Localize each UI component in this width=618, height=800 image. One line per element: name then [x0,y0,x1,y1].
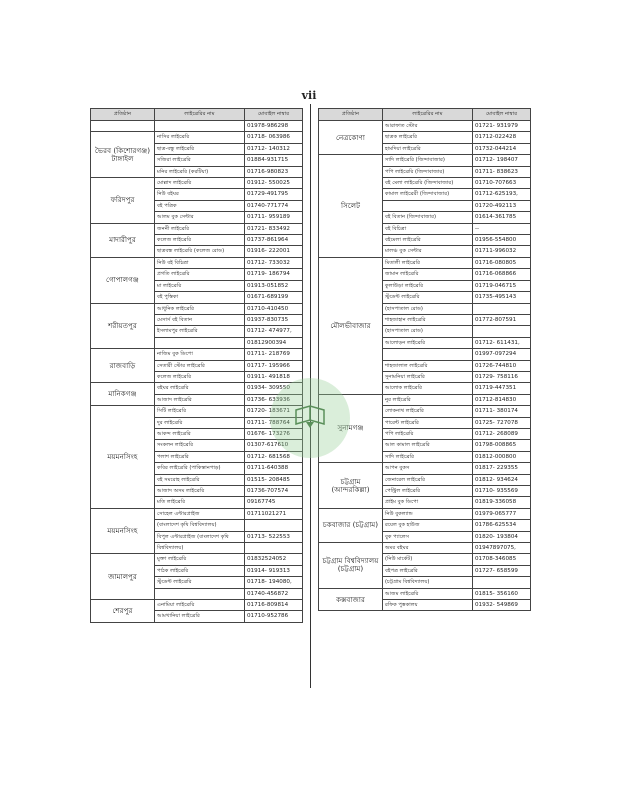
library-name-cell: পেন্ট্রিল লাইব্রেরি [383,486,473,497]
library-name-cell: মালঞ্চ বুক সেন্টার [383,246,473,257]
library-name-cell [155,337,245,348]
district-cell: মাদারীপুর [91,223,155,257]
mobile-number-cell: 01911- 491818 [245,371,303,382]
mobile-number-cell: 01716-068866 [473,269,531,280]
district-cell: ময়মনসিংহ [91,406,155,509]
header-mobile-number: মোবাইল নাম্বার [473,109,531,121]
mobile-number-cell: 01817- 229355 [473,463,531,474]
table-row [91,303,303,314]
mobile-number-cell [473,326,531,337]
table-header-row [91,109,303,121]
district-cell: কক্সবাজার [319,588,383,611]
district-cell: চট্টগ্রাম বিশ্ববিদ্যালয় (চট্টগ্রাম) [319,543,383,589]
library-name-cell: আলোড়ন লাইব্রেরি [383,337,473,348]
library-name-cell: বই মেলা লাইব্রেরি (জিন্দাবাজার) [383,178,473,189]
library-name-cell: আলোক লাইব্রেরি [383,383,473,394]
table-row [319,257,531,268]
library-name-cell: ছাত্রক লাইব্রেরি [383,132,473,143]
mobile-number-cell: 01979-065777 [473,508,531,519]
mobile-number-cell: 01726-744810 [473,360,531,371]
mobile-number-cell: -- [473,223,531,234]
district-cell: মানিকগঞ্জ [91,383,155,406]
library-name-cell [383,349,473,360]
header-district: প্রতিষ্ঠান [319,109,383,121]
library-name-cell: বইঘর লাইব্রেরি [155,383,245,394]
table-row [91,121,303,132]
library-name-cell: জেনারেল লাইব্রেরি [383,474,473,485]
library-name-cell: আজাদ অসম লাইব্রেরি [155,486,245,497]
library-name-cell: সাদি লাইব্রেরি [383,451,473,462]
mobile-number-cell: 01711- 959189 [245,212,303,223]
mobile-number-cell: 01798-008865 [473,440,531,451]
mobile-number-cell: 01736-707574 [245,486,303,497]
library-name-cell: সজিরা লাইব্রেরি [155,155,245,166]
mobile-number-cell: 01914- 919313 [245,565,303,576]
library-name-cell: জামান লাইব্রেরি [383,269,473,280]
table-row [91,178,303,189]
library-name-cell: মনির লাইব্রেরি (করটিয়া) [155,166,245,177]
district-cell [91,121,155,132]
mobile-number-cell: 01916- 222001 [245,246,303,257]
mobile-number-cell: 01740-771774 [245,200,303,211]
mobile-number-cell: 01713- 522553 [245,531,303,542]
district-cell: রাজবাড়ি [91,349,155,383]
library-name-cell: বইমেলা লাইব্রেরি [383,235,473,246]
library-name-cell: সিটি লাইব্রেরি [155,406,245,417]
library-name-cell: জননী লাইব্রেরি [155,223,245,234]
watermark-book-icon [292,398,328,434]
library-name-cell: নিউ বই বিচিত্রা [155,257,245,268]
library-name-cell: নাসির লাইব্রেরি [155,132,245,143]
library-name-cell: সোহেল এন্টারপ্রাইজ [155,508,245,519]
library-name-cell: বিশ্ববিদ্যালয়) [155,543,245,554]
library-name-cell: লোকনাথ লাইব্রেরি [383,406,473,417]
mobile-number-cell: 01884-931715 [245,155,303,166]
library-name-cell: কুলাউড়া লাইব্রেরি [383,280,473,291]
mobile-number-cell: 01712-022428 [473,132,531,143]
mobile-number-cell: 01732-044214 [473,143,531,154]
library-name-cell: মিতালী লাইব্রেরি [383,257,473,268]
library-name-cell: বই পুস্তিকা [155,292,245,303]
library-name-cell: মতি লাইব্রেরি [155,497,245,508]
library-name-cell: শাহজালাল লাইব্রেরি [383,360,473,371]
library-name-cell: ইসলামপুর লাইব্রেরি [155,326,245,337]
mobile-number-cell [473,303,531,314]
table-row [319,588,531,599]
mobile-number-cell: 01671-689199 [245,292,303,303]
mobile-number-cell: 01812-000800 [473,451,531,462]
table-row [91,223,303,234]
library-name-cell: অমর বইঘর [383,543,473,554]
library-name-cell: ছাত্রবন্ধ লাইব্রেরি (কলেজ রোড) [155,246,245,257]
library-name-cell: বিপুল এন্টারপ্রাইজ (বাংলাদেশ কৃষি [155,531,245,542]
library-name-cell: আজম লাইব্রেরি [383,588,473,599]
mobile-number-cell: 01710-707663 [473,178,531,189]
library-name-cell: আলম বুক সেন্টার [155,212,245,223]
library-name-cell: মেসার্স বই বিতান [155,314,245,325]
mobile-number-cell: 01740-456872 [245,588,303,599]
library-name-cell: শাহজাহান লাইব্রেরি [383,314,473,325]
library-name-cell: (চট্টগ্রাম বিশ্ববিদ্যালয়) [383,577,473,588]
table-row [91,508,303,519]
library-name-cell: বইপত্র লাইব্রেরি [383,565,473,576]
mobile-number-cell: 01729-491795 [245,189,303,200]
table-row [91,600,303,611]
library-name-cell: নিউ বইঘর [155,189,245,200]
mobile-number-cell: 01712- 198407 [473,155,531,166]
table-row [91,383,303,394]
district-cell: সিলেট [319,155,383,258]
mobile-number-cell: 01937-830735 [245,314,303,325]
district-cell: সুনামগঞ্জ [319,394,383,462]
header-mobile-number: মোবাইল নাম্বার [245,109,303,121]
library-name-cell: দুর লাইব্রেরি [155,417,245,428]
library-name-cell: আকন্দ লাইব্রেরি [155,428,245,439]
library-name-cell: পপি লাইব্রেরি (জিন্দাবাজার) [383,166,473,177]
library-name-cell [383,200,473,211]
mobile-number-cell [245,543,303,554]
mobile-number-cell: 01712- 474977, [245,326,303,337]
mobile-number-cell: 01712- 733032 [245,257,303,268]
mobile-number-cell: 01708-346085 [473,554,531,565]
district-cell: নেত্রকোণা [319,121,383,155]
library-name-cell: এনামিয়া লাইব্রেরি [155,600,245,611]
mobile-number-cell: 01711- 218769 [245,349,303,360]
library-name-cell [155,588,245,599]
library-name-cell: মা লাইব্রেরি [155,280,245,291]
library-name-cell: (হাসপাতাল রোড) [383,326,473,337]
mobile-number-cell [473,577,531,588]
mobile-number-cell: 01812900394 [245,337,303,348]
library-name-cell: কলেজ লাইব্রেরি [155,371,245,382]
mobile-number-cell: 01913-051852 [245,280,303,291]
library-name-cell: আধুনিক লাইব্রেরি [155,303,245,314]
mobile-number-cell: 01717- 195966 [245,360,303,371]
library-name-cell: পারেন্ট লাইব্রেরি [383,417,473,428]
library-name-cell: স্টুডেন্ট লাইব্রেরি [155,577,245,588]
library-name-cell: মোল্লাদ লাইব্রেরি [155,178,245,189]
library-name-cell: নিউ বুকল্যান্ড [383,508,473,519]
library-name-cell: বুক প্যালেস [383,531,473,542]
mobile-number-cell [245,520,303,531]
library-name-cell: (বাংলাদেশ কৃষি বিশ্ববিদ্যালয়) [155,520,245,531]
library-name-cell: আপন বুকস [383,463,473,474]
mobile-number-cell: 01812- 934624 [473,474,531,485]
mobile-number-cell: 01307-617610 [245,440,303,451]
mobile-number-cell: 01712-625193, [473,189,531,200]
mobile-number-cell: 01819-336058 [473,497,531,508]
library-name-cell: সাদি লাইব্রেরি (জিন্দাবাজার) [383,155,473,166]
mobile-number-cell: 01711- 380174 [473,406,531,417]
mobile-number-cell: 01716-980823 [245,166,303,177]
library-name-cell: বই পত্রিক [155,200,245,211]
library-name-cell: হামদিয়া লাইব্রেরি [383,143,473,154]
library-name-cell: আরাফাত স্টোর [383,121,473,132]
library-name-cell: পলাশ লাইব্রেরি [155,451,245,462]
mobile-number-cell: 01718- 194080, [245,577,303,588]
mobile-number-cell: 01772-807591 [473,314,531,325]
mobile-number-cell: 01711- 788764 [245,417,303,428]
district-cell: জামালপুর [91,554,155,600]
library-name-cell: আমখানিয়া লাইব্রেরি [155,611,245,622]
mobile-number-cell: 01712-814830 [473,394,531,405]
mobile-number-cell: 01711-996032 [473,246,531,257]
bookstore-table-right [318,108,531,611]
table-header-row [319,109,531,121]
header-library-name: লাইব্রেরির নাম [155,109,245,121]
mobile-number-cell: 01947897075, [473,543,531,554]
mobile-number-cell: 01712- 681568 [245,451,303,462]
mobile-number-cell: 01721- 931979 [473,121,531,132]
mobile-number-cell: 01712- 140312 [245,143,303,154]
library-name-cell: স্টুডেন্ট লাইব্রেরি [383,292,473,303]
district-cell: ভৈরব (কিশোরগঞ্জ) টাঙ্গাইল [91,132,155,178]
mobile-number-cell: 01710- 935569 [473,486,531,497]
mobile-number-cell: 01515- 208485 [245,474,303,485]
district-cell: শরীয়তপুর [91,303,155,349]
table-row [91,132,303,143]
library-name-cell: বই বিতান (জিন্দাবাজার) [383,212,473,223]
mobile-number-cell: 09167745 [245,497,303,508]
library-name-cell: সেতারী স্টোর লাইব্রেরি [155,360,245,371]
mobile-number-cell: 01719- 186794 [245,269,303,280]
table-row [319,394,531,405]
library-name-cell: কলেজ লাইব্রেরি [155,235,245,246]
table-row [319,155,531,166]
mobile-number-cell: 01997-097294 [473,349,531,360]
mobile-number-cell: 01932- 549869 [473,600,531,611]
library-name-cell: প্রগতি লাইব্রেরি [155,269,245,280]
district-cell: গোপালগঞ্জ [91,257,155,303]
library-name-cell: রফিক পুস্তকালয় [383,600,473,611]
library-name-cell: পাঠক লাইব্রেরি [155,565,245,576]
mobile-number-cell: 01729- 758116 [473,371,531,382]
mobile-number-cell: 01721- 833492 [245,223,303,234]
library-name-cell: পপি লাইব্রেরি [383,428,473,439]
mobile-number-cell: 01719-046715 [473,280,531,291]
library-name-cell: সংকলন লাইব্রেরি [155,440,245,451]
mobile-number-cell: 01716-809814 [245,600,303,611]
library-name-cell: (নিউ মার্কেট) [383,554,473,565]
mobile-number-cell: 01912- 550025 [245,178,303,189]
library-name-cell: ছাত্র-বন্ধু লাইব্রেরি [155,143,245,154]
library-name-cell: প্রাইম বুক ডিপো [383,497,473,508]
mobile-number-cell: 01820- 193804 [473,531,531,542]
page-number: vii [301,89,317,102]
library-name-cell: আল কামাল লাইব্রেরি [383,440,473,451]
mobile-number-cell: 01727- 658599 [473,565,531,576]
mobile-number-cell: 01711-640388 [245,463,303,474]
table-row [91,349,303,360]
table-row [319,463,531,474]
table-row [91,554,303,565]
district-cell: চট্টগ্রাম (আন্দরকিল্লা) [319,463,383,509]
table-row [319,543,531,554]
mobile-number-cell: 01832524052 [245,554,303,565]
library-name-cell: কামাল লাইব্রেরী (জিন্দাবাজার) [383,189,473,200]
mobile-number-cell: 01735-495143 [473,292,531,303]
library-name-cell: মুক্তা লাইব্রেরি [155,554,245,565]
mobile-number-cell: 01720-492113 [473,200,531,211]
library-name-cell: কবির লাইব্রেরি (পাকিস্তানপাড়) [155,463,245,474]
library-name-cell: সুনামনিয়া লাইব্রেরি [383,371,473,382]
library-name-cell [155,121,245,132]
mobile-number-cell: 01737-861964 [245,235,303,246]
mobile-number-cell: 01719-447351 [473,383,531,394]
district-cell: ময়মনসিংহ [91,508,155,554]
library-name-cell: নাজিম বুক ডিপো [155,349,245,360]
library-name-cell: নুর লাইব্রেরি [383,394,473,405]
table-row [319,508,531,519]
mobile-number-cell: 01718- 063986 [245,132,303,143]
mobile-number-cell: 01934- 309550 [245,383,303,394]
mobile-number-cell: 01956-554800 [473,235,531,246]
mobile-number-cell: 01720- 183671 [245,406,303,417]
district-cell: মৌলভীবাজার [319,257,383,394]
mobile-number-cell: 01712- 611431, [473,337,531,348]
table-row [91,257,303,268]
district-cell: ফরিদপুর [91,178,155,224]
library-name-cell: (হাসপাতাল রোড) [383,303,473,314]
mobile-number-cell: 01710-410450 [245,303,303,314]
table-row [319,121,531,132]
mobile-number-cell: 01815- 356160 [473,588,531,599]
header-district: প্রতিষ্ঠান [91,109,155,121]
library-name-cell: আজাদ লাইব্রেরি [155,394,245,405]
district-cell: চকবাজার (চট্টগ্রাম) [319,508,383,542]
mobile-number-cell: 01736- 633936 [245,394,303,405]
library-name-cell: রয়েল বুক হাউজ [383,520,473,531]
mobile-number-cell: 01711021271 [245,508,303,519]
mobile-number-cell: 01710-952786 [245,611,303,622]
mobile-number-cell: 01786-625534 [473,520,531,531]
mobile-number-cell: 01676- 173276 [245,428,303,439]
mobile-number-cell: 01978-986298 [245,121,303,132]
mobile-number-cell: 01712- 268089 [473,428,531,439]
header-library-name: লাইব্রেরির নাম [383,109,473,121]
mobile-number-cell: 01711- 838623 [473,166,531,177]
district-cell: শেরপুর [91,600,155,623]
mobile-number-cell: 01614-361785 [473,212,531,223]
library-name-cell: বই সমরোহ লাইব্রেরি [155,474,245,485]
bookstore-table-left [90,108,303,623]
mobile-number-cell: 01725- 727078 [473,417,531,428]
library-name-cell: বই বিচিত্রা [383,223,473,234]
mobile-number-cell: 01716-080805 [473,257,531,268]
